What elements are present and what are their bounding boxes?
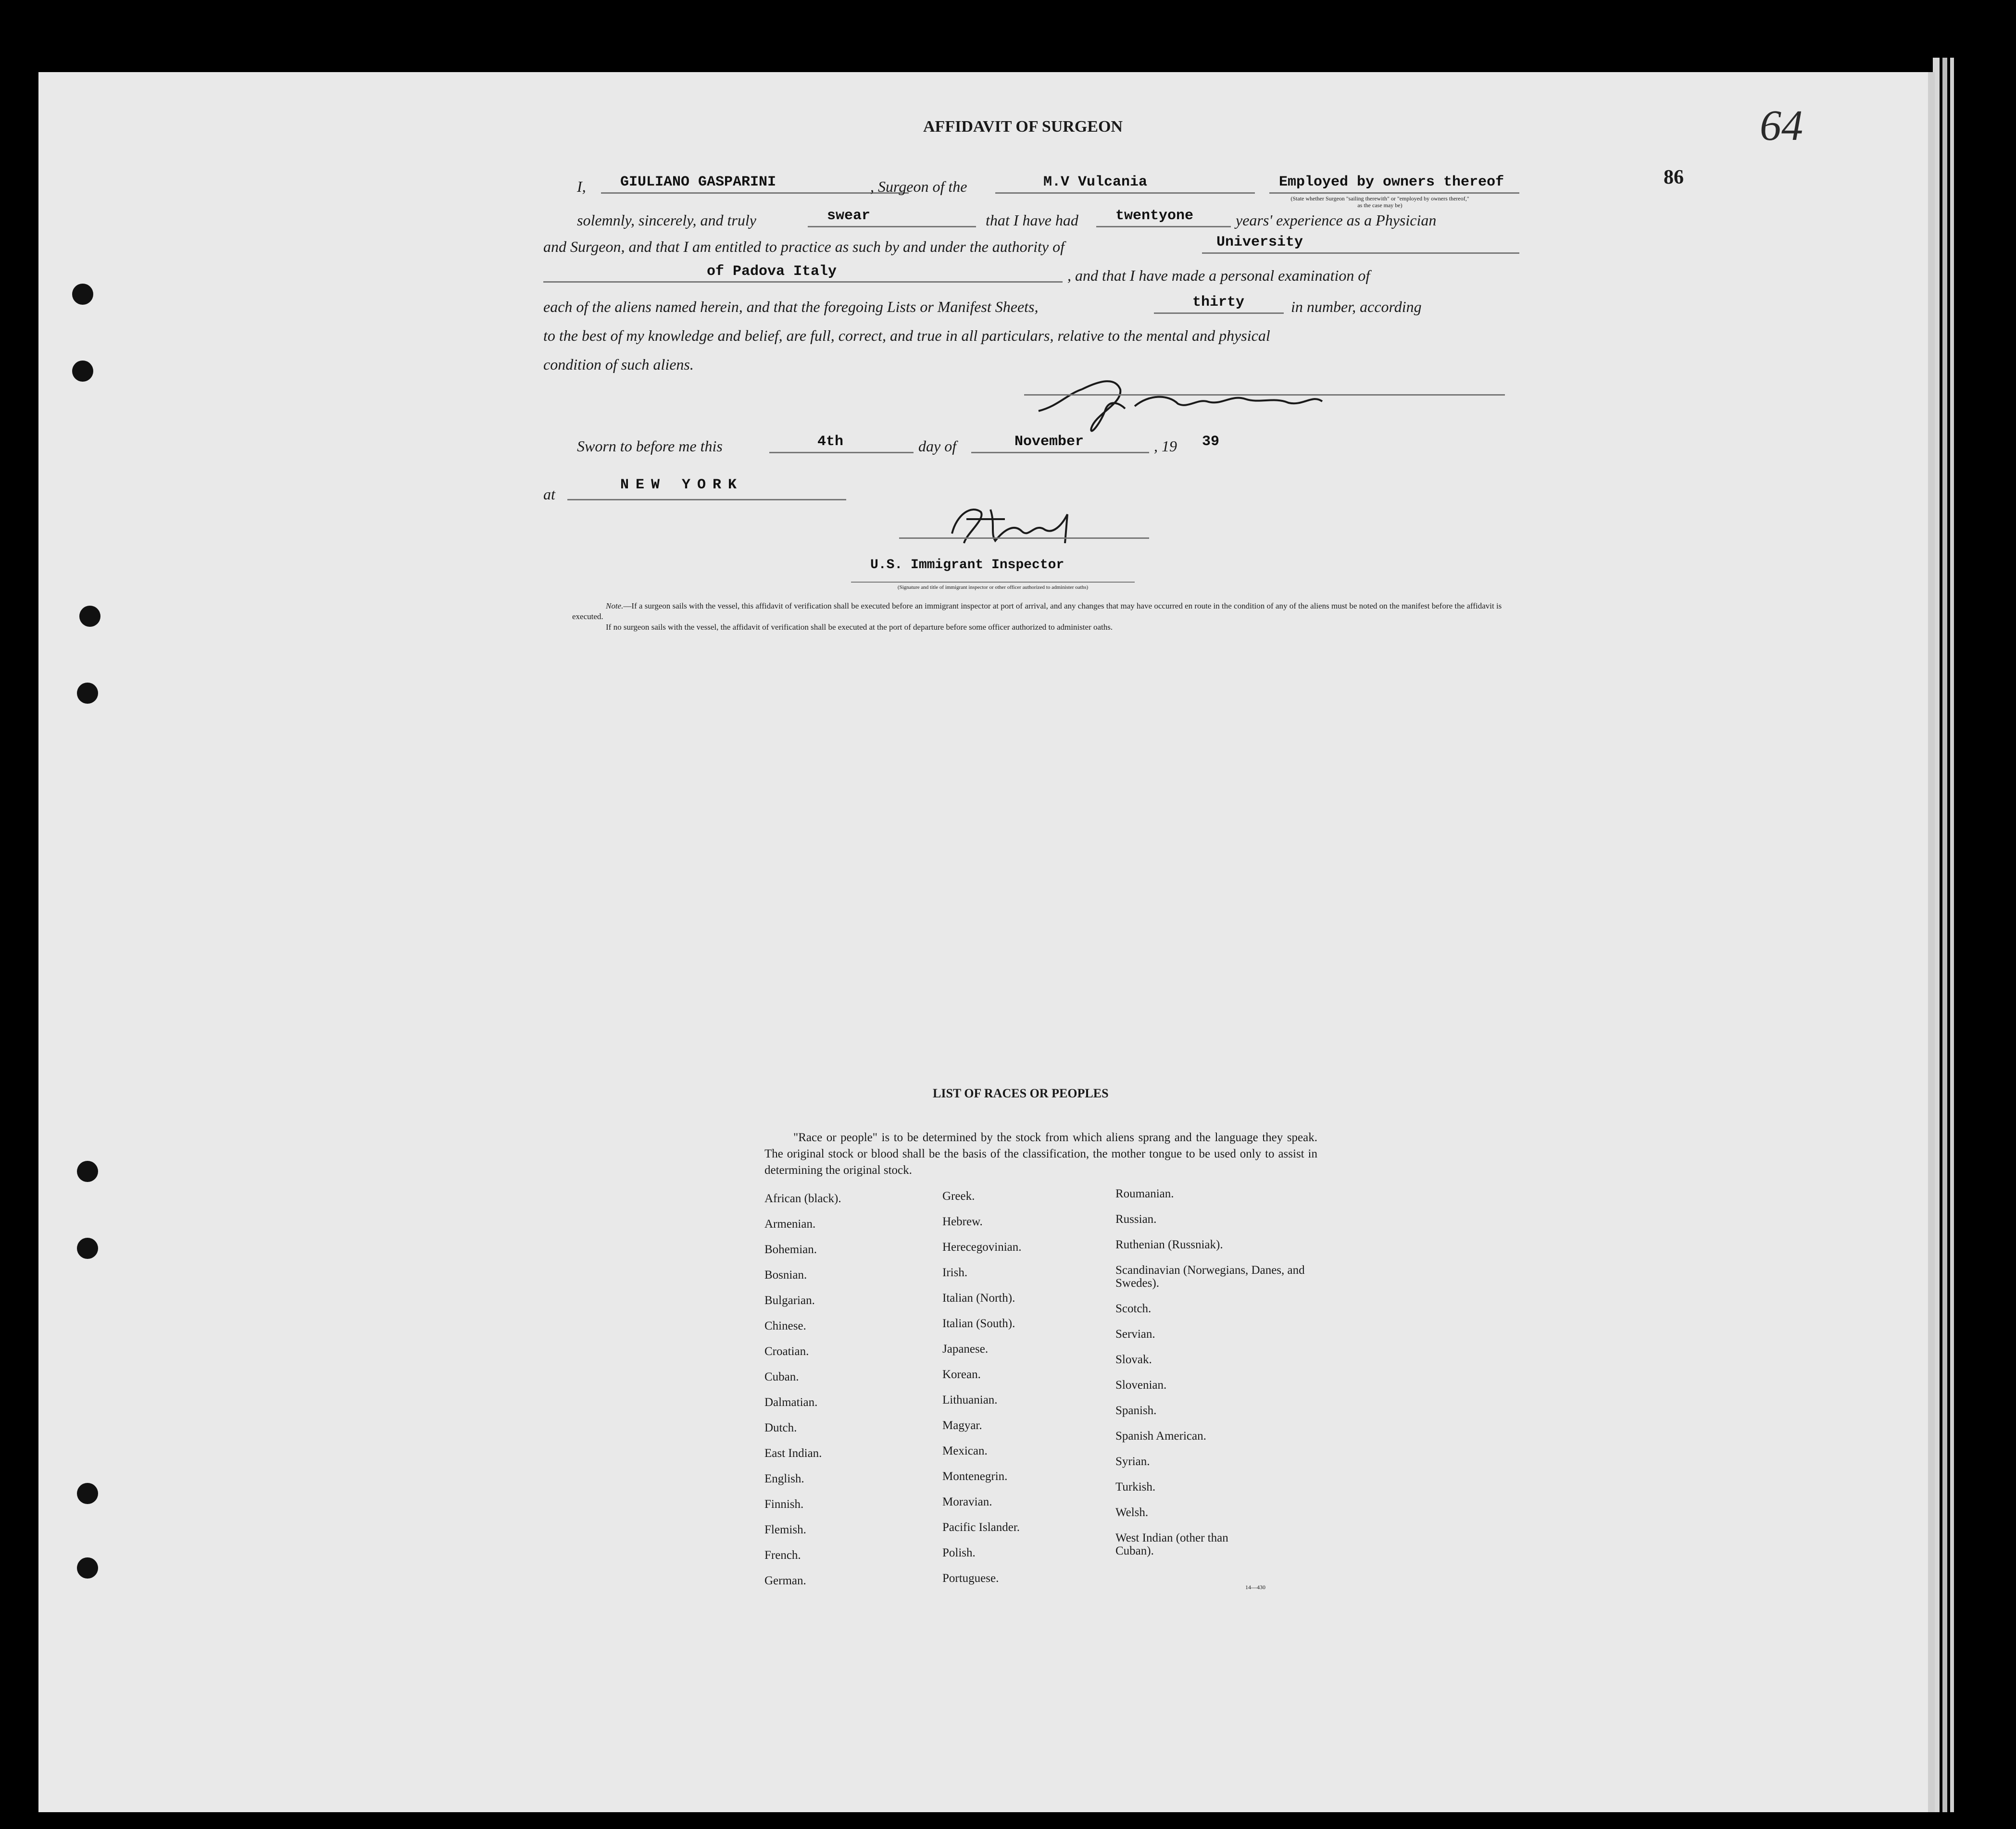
- race-item: Italian (North).: [942, 1292, 1015, 1305]
- race-item: African (black).: [764, 1192, 841, 1205]
- surgeon-of-label: , Surgeon of the: [870, 178, 967, 195]
- authority-field-2: of Padova Italy: [707, 263, 837, 280]
- race-item: Italian (South).: [942, 1317, 1015, 1330]
- sworn-day-field: 4th: [817, 434, 844, 450]
- inspector-signature: [938, 495, 1101, 553]
- race-item: Ruthenian (Russniak).: [1115, 1238, 1223, 1251]
- race-item: Montenegrin.: [942, 1470, 1008, 1483]
- inspector-title: U.S. Immigrant Inspector: [870, 558, 1064, 572]
- races-column-2: [942, 1190, 1022, 1597]
- race-item: Bohemian.: [764, 1243, 817, 1256]
- sheets-suffix: in number, according: [1291, 298, 1422, 315]
- race-item: Greek.: [942, 1190, 975, 1203]
- authority-prefix: and Surgeon, and that I am entitled to practice as such by and under the authority of: [543, 238, 1064, 255]
- race-item: Finnish.: [764, 1498, 804, 1511]
- affidavit-i: I,: [577, 178, 586, 195]
- race-item: Turkish.: [1115, 1481, 1156, 1493]
- races-column-1: [764, 1192, 841, 1600]
- day-of-label: day of: [918, 437, 957, 455]
- punch-hole: [72, 361, 93, 382]
- sworn-month-field: November: [1014, 434, 1084, 450]
- experience-suffix: years' experience as a Physician: [1236, 212, 1437, 229]
- affidavit-title: AFFIDAVIT OF SURGEON: [923, 118, 1123, 136]
- years-field: twentyone: [1115, 208, 1194, 224]
- belief-line: to the best of my knowledge and belief, are full, correct, and true in all particulars, relative to the mental and physical: [543, 327, 1270, 344]
- sheets-field: thirty: [1192, 294, 1245, 311]
- year-prefix: , 19: [1154, 437, 1177, 455]
- employment-field: Employed by owners thereof: [1279, 174, 1504, 190]
- race-item: Dutch.: [764, 1421, 797, 1434]
- punch-hole: [77, 1557, 98, 1579]
- race-item: Magyar.: [942, 1419, 982, 1432]
- punch-hole: [72, 284, 93, 305]
- employment-note: (State whether Surgeon "sailing therewith" or "employed by owners thereof," as the case may be): [1290, 195, 1469, 209]
- race-item: Korean.: [942, 1368, 981, 1381]
- races-title: LIST OF RACES OR PEOPLES: [933, 1086, 1109, 1100]
- race-item: Spanish.: [1115, 1404, 1157, 1417]
- race-item: East Indian.: [764, 1447, 822, 1460]
- race-item: Spanish American.: [1115, 1430, 1206, 1443]
- race-item: Servian.: [1115, 1328, 1155, 1341]
- note-label: Note.: [606, 601, 624, 610]
- race-item: Scandinavian (Norwegians, Danes, and Swedes).: [1115, 1264, 1305, 1290]
- punch-hole: [77, 1238, 98, 1259]
- race-item: Armenian.: [764, 1218, 816, 1231]
- race-item: Herecegovinian.: [942, 1241, 1022, 1254]
- condition-line: condition of such aliens.: [543, 356, 694, 373]
- race-item: Syrian.: [1115, 1455, 1150, 1468]
- races-column-3: [1115, 1187, 1308, 1560]
- form-number: 14—430: [1245, 1584, 1265, 1591]
- vessel-field: M.V Vulcania: [1043, 174, 1148, 190]
- punch-hole: [79, 606, 100, 627]
- race-item: Japanese.: [942, 1343, 989, 1356]
- examination-suffix: , and that I have made a personal examination of: [1067, 267, 1370, 284]
- race-item: West Indian (other than Cuban).: [1115, 1531, 1228, 1557]
- inspector-note: (Signature and title of immigrant inspector or other officer authorized to administer oaths): [897, 585, 1089, 590]
- race-item: Hebrew.: [942, 1215, 983, 1228]
- punch-hole: [77, 1161, 98, 1182]
- race-item: Roumanian.: [1115, 1187, 1174, 1200]
- race-item: Russian.: [1115, 1213, 1157, 1226]
- document-page: [38, 72, 1935, 1812]
- note-text-2: If no surgeon sails with the vessel, the affidavit of verification shall be executed at the port of departure before some officer authorized to administer oaths.: [606, 622, 1113, 632]
- handwritten-page-number: 64: [1760, 102, 1803, 149]
- race-item: Pacific Islander.: [942, 1521, 1020, 1534]
- sworn-year-field: 39: [1202, 434, 1220, 450]
- race-item: Cuban.: [764, 1370, 799, 1383]
- surgeon-name-field: GIULIANO GASPARINI: [620, 174, 776, 190]
- punch-hole: [77, 1483, 98, 1504]
- race-item: Bosnian.: [764, 1269, 807, 1282]
- punch-hole: [77, 683, 98, 704]
- race-item: Croatian.: [764, 1345, 809, 1358]
- sworn-prefix: Sworn to before me this: [577, 437, 723, 455]
- authority-field-1: University: [1216, 234, 1303, 250]
- race-item: Irish.: [942, 1266, 968, 1279]
- race-item: Dalmatian.: [764, 1396, 818, 1409]
- race-item: Mexican.: [942, 1444, 988, 1457]
- surgeon-signature: [1024, 361, 1457, 447]
- page-number: 86: [1664, 166, 1684, 188]
- race-item: Slovak.: [1115, 1353, 1152, 1366]
- race-item: Welsh.: [1115, 1506, 1149, 1519]
- race-item: Scotch.: [1115, 1302, 1152, 1315]
- race-item: German.: [764, 1574, 806, 1587]
- races-intro: "Race or people" is to be determined by the stock from which aliens sprang and the language they speak. The original stock or blood shall be the basis of the classification, the mother tongue to be used only to assist in determining the original stock.: [764, 1131, 1317, 1177]
- race-item: English.: [764, 1472, 804, 1485]
- place-field: NEW YORK: [620, 477, 744, 493]
- race-item: Bulgarian.: [764, 1294, 815, 1307]
- experience-mid: that I have had: [986, 212, 1078, 229]
- race-item: Portuguese.: [942, 1572, 999, 1585]
- note-block: [572, 601, 1524, 633]
- race-item: Flemish.: [764, 1523, 806, 1536]
- at-label: at: [543, 485, 555, 503]
- race-item: French.: [764, 1549, 801, 1562]
- sheets-prefix: each of the aliens named herein, and that the foregoing Lists or Manifest Sheets,: [543, 298, 1039, 315]
- race-item: Polish.: [942, 1546, 976, 1559]
- race-item: Lithuanian.: [942, 1394, 998, 1406]
- race-item: Slovenian.: [1115, 1379, 1167, 1392]
- oath-prefix: solemnly, sincerely, and truly: [577, 212, 756, 229]
- race-item: Moravian.: [942, 1495, 992, 1508]
- oath-field: swear: [827, 208, 871, 224]
- note-text-1: —If a surgeon sails with the vessel, this affidavit of verification shall be executed before an immigrant inspector at port of arrival, and any changes that may have occurred en route in the condition of any of the aliens must be noted on the manifest before the affidavit is executed.: [572, 601, 1502, 621]
- race-item: Chinese.: [764, 1319, 806, 1332]
